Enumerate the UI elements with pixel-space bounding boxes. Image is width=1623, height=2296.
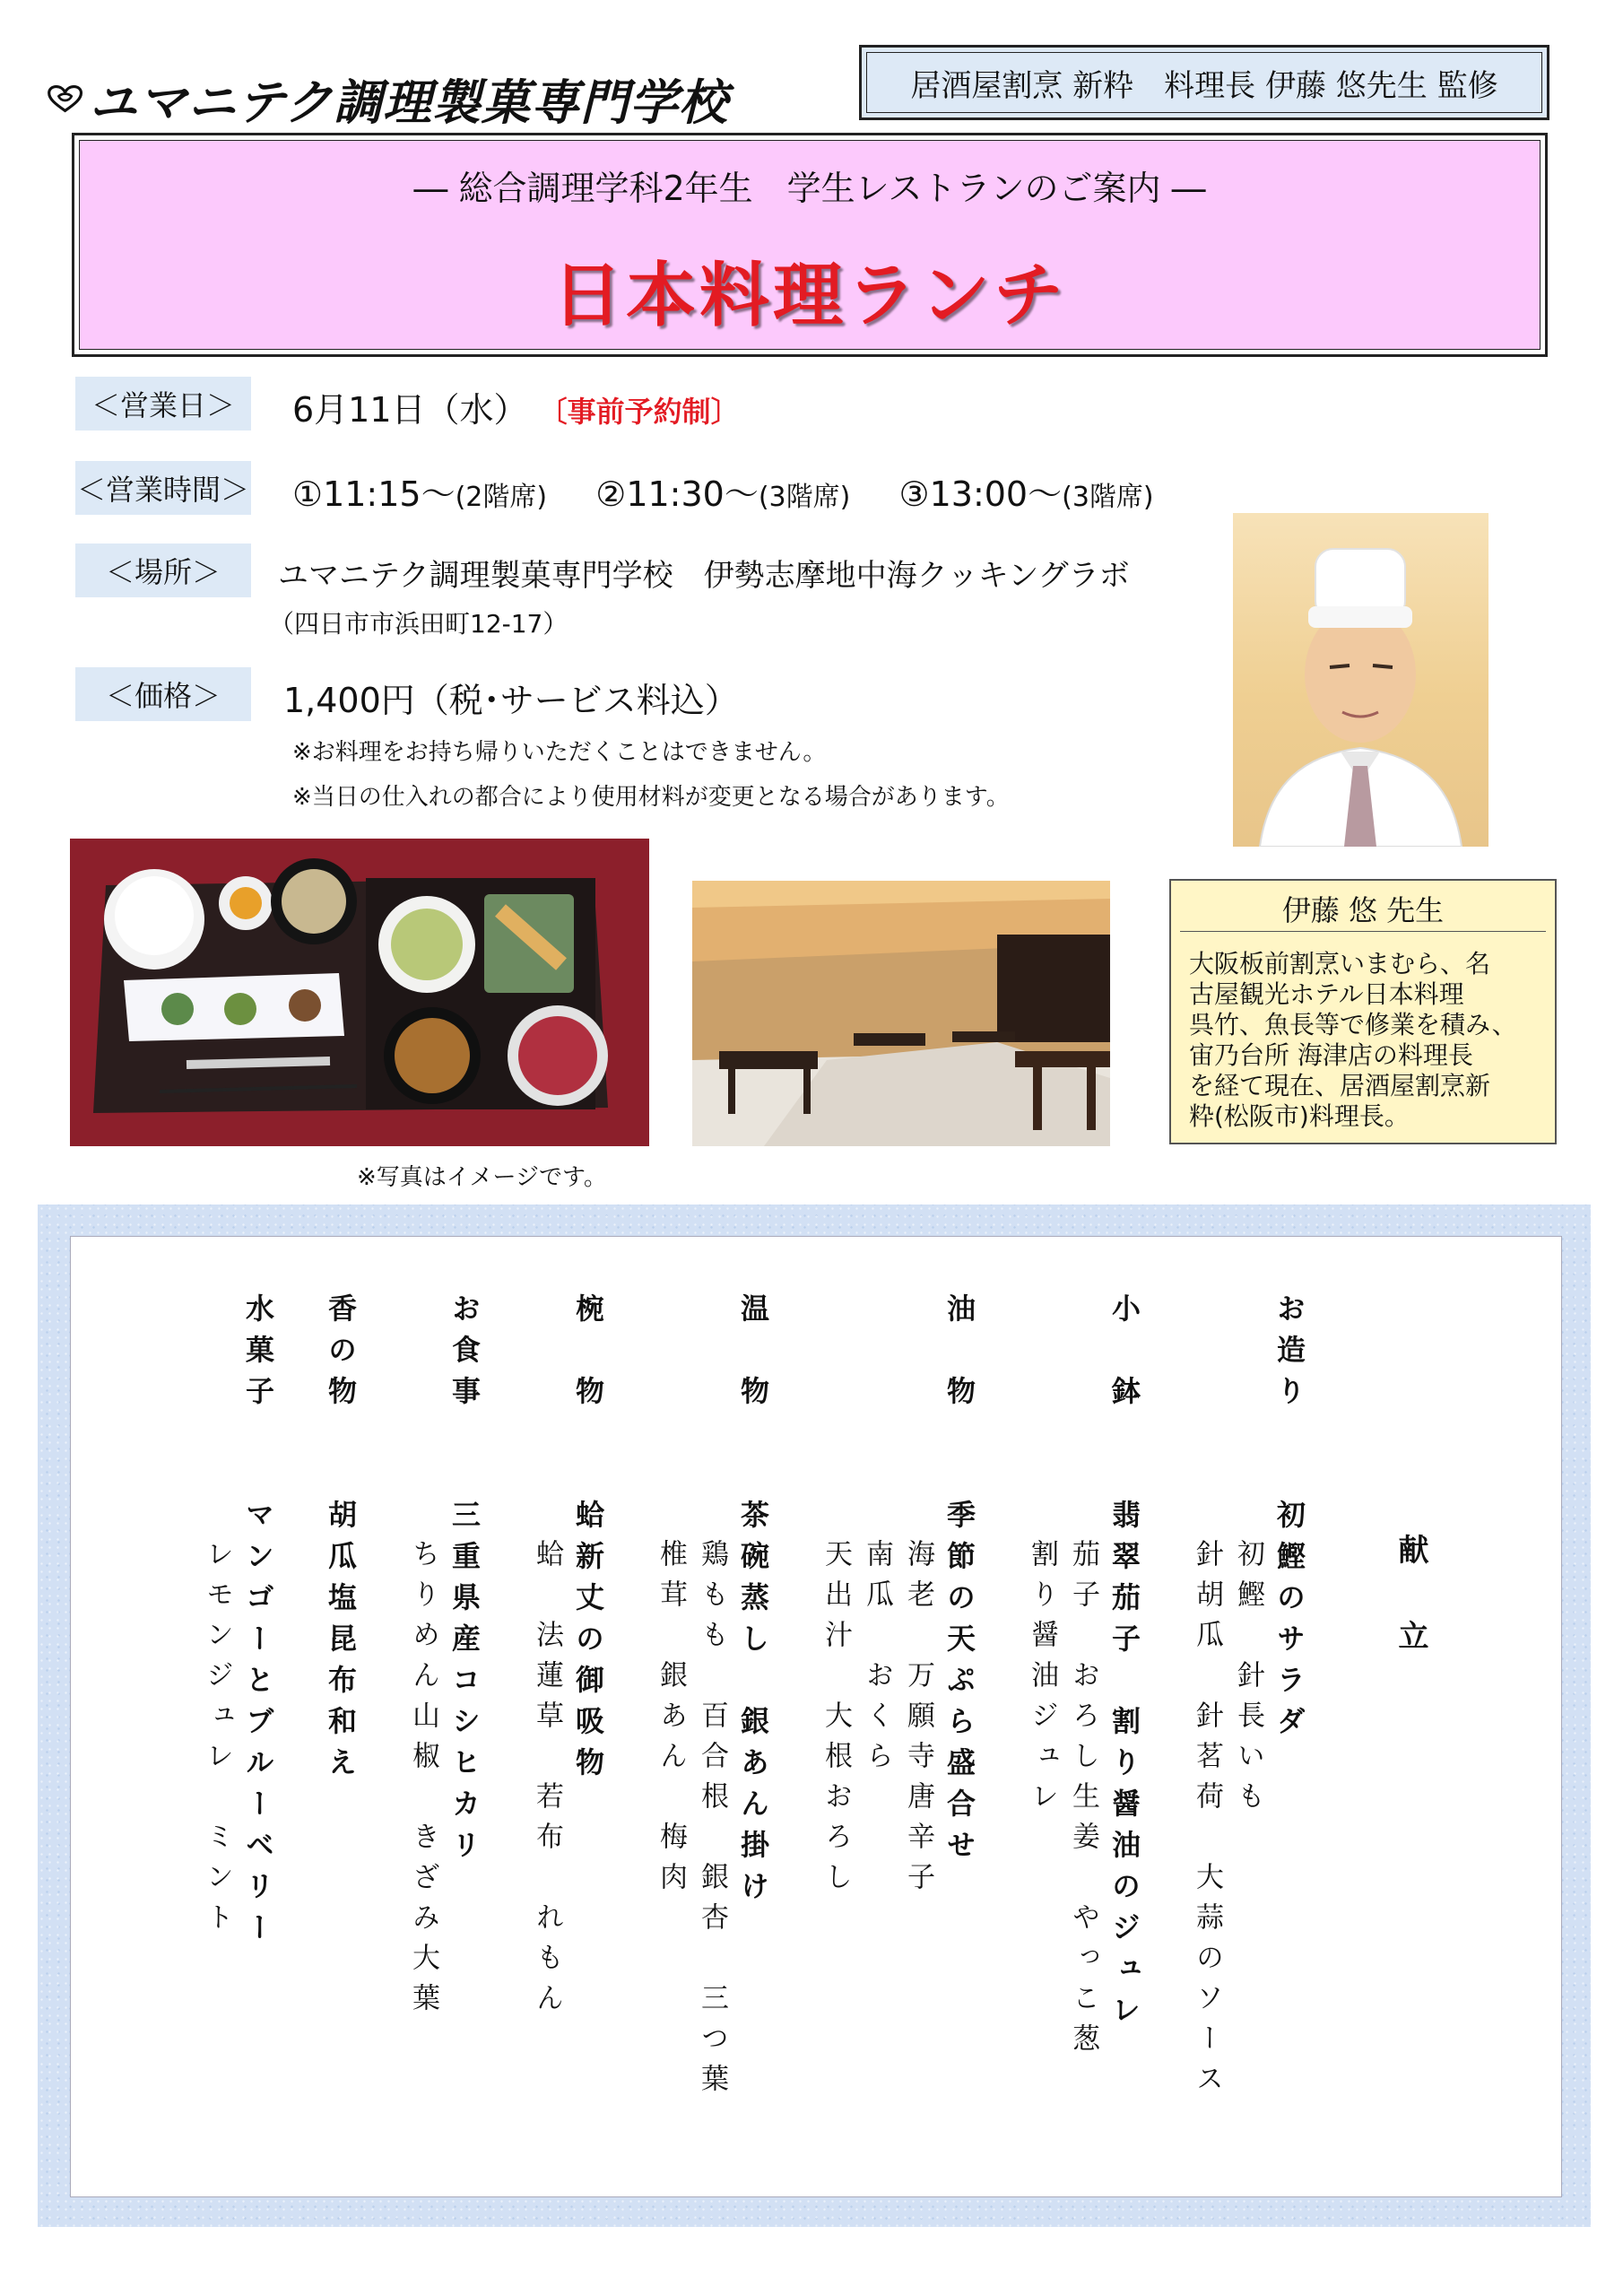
dish-konomono: 胡瓜塩昆布和え — [324, 1500, 358, 1788]
hours-slot-1-time: ①11:15～ — [292, 474, 456, 514]
ing-sashimi-1: 初鰹 針長いも — [1232, 1539, 1264, 1822]
hours-slot-1-seat: (2階席) — [455, 482, 548, 513]
menu-card — [70, 1236, 1562, 2197]
price-label: ＜価格＞ — [75, 667, 251, 721]
note-ingredients: ※当日の仕入れの都合により使用材料が変更となる場合があります。 — [292, 784, 1010, 811]
course-shokuji: お食事 — [447, 1293, 482, 1417]
note-takeout: ※お料理をお持ち帰りいただくことはできません。 — [292, 739, 827, 766]
course-sashimi: お造り — [1272, 1293, 1306, 1417]
bio-line: 呉竹、魚長等で修業を積み、 — [1189, 1010, 1517, 1039]
title-banner — [72, 133, 1548, 357]
school-logo — [47, 63, 728, 135]
bio-line: 粋(松阪市)料理長。 — [1189, 1101, 1410, 1131]
course-nukumono: 温 物 — [736, 1293, 770, 1417]
ing-sashimi-2: 針胡瓜 針茗荷 大蒜のソース — [1191, 1539, 1223, 2104]
meal-photo — [70, 839, 649, 1146]
ing-nukumono-2: 椎茸 銀あん 梅肉 — [655, 1539, 687, 1902]
ing-nukumono-1: 鶏もも 百合根 銀杏 三つ葉 — [696, 1539, 728, 2104]
bio-line: 宙乃台所 海津店の料理長 — [1189, 1040, 1473, 1070]
dish-wanmono: 蛤新丈の御吸物 — [571, 1500, 605, 1788]
bio-line: を経て現在、居酒屋割烹新 — [1189, 1071, 1491, 1100]
hours-slot-2-seat: (3階席) — [758, 482, 851, 513]
dish-shokuji: 三重県産コシヒカリ — [447, 1500, 482, 1871]
restaurant-photo — [692, 881, 1110, 1146]
ing-shokuji-1: ちりめん山椒 きざみ大葉 — [407, 1539, 439, 2023]
course-konomono: 香の物 — [324, 1293, 358, 1417]
hours-value — [292, 466, 1154, 516]
ing-agemono-2: 南瓜 おくら — [861, 1539, 893, 1781]
place-address: （四日市市浜田町12-17） — [269, 609, 568, 639]
hours-label: ＜営業時間＞ — [75, 461, 251, 515]
ing-agemono-1: 海老 万願寺唐辛子 — [902, 1539, 934, 1902]
hours-slot-3-seat: (3階席) — [1062, 482, 1154, 513]
photo-caption: ※写真はイメージです。 — [357, 1164, 607, 1191]
page-title: 日本料理ランチ — [551, 256, 1067, 336]
date-value — [292, 382, 740, 431]
course-agemono: 油 物 — [942, 1293, 976, 1417]
date-text: 6月11日（水） — [292, 390, 528, 430]
hours-slot-2-time: ②11:30～ — [595, 474, 759, 514]
school-name: ユマニテク調理製菓専門学校 — [89, 74, 728, 131]
bio-line: 古屋観光ホテル日本料理 — [1189, 979, 1464, 1009]
chef-photo — [1233, 513, 1488, 847]
place-value: ユマニテク調理製菓専門学校 伊勢志摩地中海クッキングラボ — [278, 558, 1130, 594]
dish-nukumono: 茶碗蒸し 銀あん掛け — [736, 1500, 770, 1912]
dish-mizugashi: マンゴーとブルーベリー — [241, 1500, 275, 1953]
ing-kobachi-1: 茄子 おろし生姜 やっこ葱 — [1067, 1539, 1099, 2064]
course-mizugashi: 水菓子 — [241, 1293, 275, 1417]
chef-bio — [1189, 949, 1542, 1132]
price-value: 1,400円（税･サービス料込） — [283, 681, 739, 720]
supervisor-text: 居酒屋割烹 新粋 料理長 伊藤 悠先生 監修 — [910, 67, 1498, 104]
dish-agemono: 季節の天ぷら盛合せ — [942, 1500, 976, 1871]
course-wanmono: 椀 物 — [571, 1293, 605, 1417]
ing-kobachi-2: 割り醤油ジュレ — [1026, 1539, 1058, 1822]
date-label: ＜営業日＞ — [75, 377, 251, 430]
menu-title: 献 立 — [1393, 1534, 1428, 1663]
heart-logo-icon — [47, 66, 83, 131]
bio-line: 大阪板前割烹いまむら、名 — [1189, 949, 1491, 978]
ing-mizugashi-1: レモンジュレ ミント — [201, 1539, 233, 1943]
title-subtitle: ― 総合調理学科2年生 学生レストランのご案内 ― — [413, 169, 1206, 208]
dish-sashimi: 初鰹のサラダ — [1272, 1500, 1306, 1747]
supervisor-box — [859, 45, 1549, 120]
hours-slot-3-time: ③13:00～ — [898, 474, 1063, 514]
ing-agemono-3: 天出汁 大根おろし — [820, 1539, 852, 1902]
ing-wanmono-1: 蛤 法蓮草 若布 れもん — [531, 1539, 563, 2023]
chef-profile — [1169, 879, 1557, 1144]
reservation-note: 〔事前予約制〕 — [538, 395, 740, 429]
place-label: ＜場所＞ — [75, 544, 251, 597]
dish-kobachi: 翡翠茄子 割り醤油のジュレ — [1107, 1500, 1141, 2036]
course-kobachi: 小 鉢 — [1107, 1293, 1141, 1417]
chef-name: 伊藤 悠 先生 — [1281, 893, 1445, 927]
